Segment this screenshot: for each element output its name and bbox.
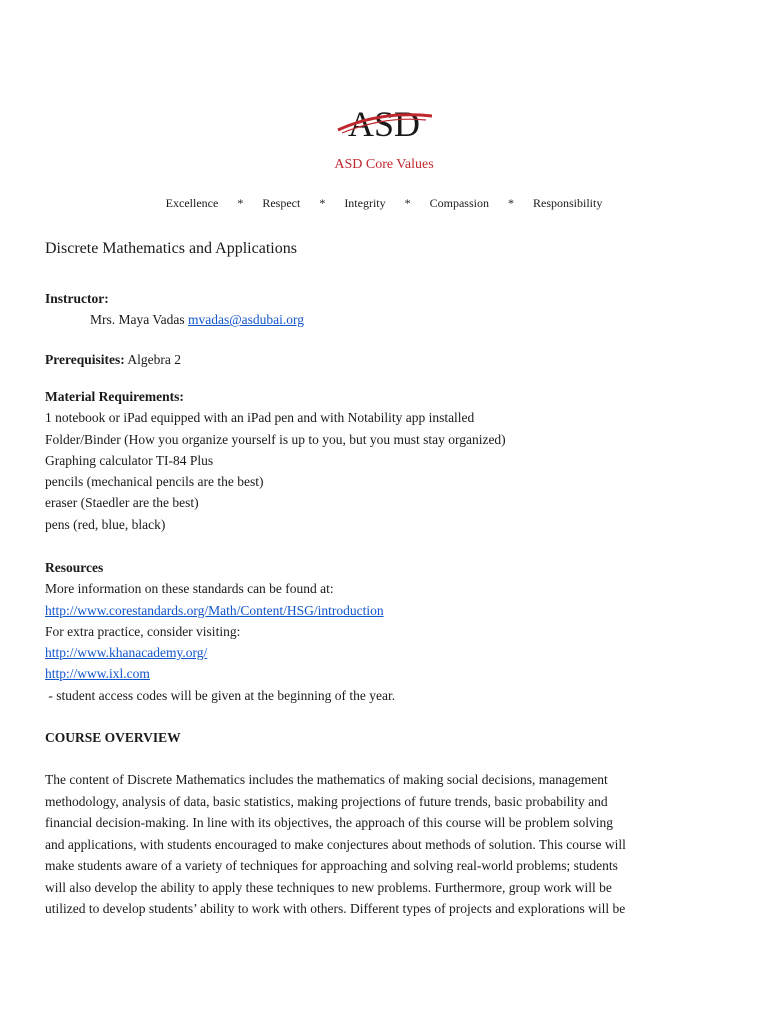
access-codes-note: - student access codes will be given at the beginning of the year.	[45, 687, 396, 703]
instructor-name: Mrs. Maya Vadas	[90, 312, 185, 328]
core-value-excellence: Excellence	[165, 196, 219, 210]
instructor-label: Instructor:	[45, 291, 109, 306]
instructor-line	[45, 309, 304, 330]
overview-line: methodology, analysis of data, basic statistics, making projections of future trends, basic probability and	[45, 793, 608, 809]
materials-section	[45, 386, 506, 535]
prerequisites-label: Prerequisites:	[45, 352, 125, 367]
material-item: Folder/Binder (How you organize yourself is up to you, but you must stay organized)	[45, 431, 506, 447]
material-item: 1 notebook or iPad equipped with an iPad pen and with Notability app installed	[45, 410, 475, 426]
overview-line: The content of Discrete Mathematics includes the mathematics of making social decisions, management	[45, 772, 608, 787]
resources-label: Resources	[45, 560, 104, 575]
prerequisites-section	[45, 349, 181, 370]
core-value-compassion: Compassion	[429, 196, 489, 210]
core-values-list	[0, 196, 768, 211]
asd-logo	[334, 100, 434, 148]
instructor-email-link[interactable]: mvadas@asdubai.org	[188, 312, 305, 328]
material-item: pens (red, blue, black)	[45, 516, 166, 532]
material-item: pencils (mechanical pencils are the best)	[45, 474, 264, 490]
overview-line: and applications, with students encouraged to make conjectures about methods of solution. This course will	[45, 836, 626, 852]
materials-label: Material Requirements:	[45, 389, 184, 404]
resources-line-2: For extra practice, consider visiting:	[45, 623, 241, 639]
ixl-link[interactable]: http://www.ixl.com	[45, 666, 150, 682]
asd-logo-text: ASD	[347, 104, 421, 144]
material-item: eraser (Staedler are the best)	[45, 495, 199, 511]
core-values-title: ASD Core Values	[334, 157, 434, 172]
separator: *	[507, 196, 514, 210]
separator: *	[404, 196, 411, 210]
core-value-responsibility: Responsibility	[532, 196, 603, 210]
overview-line: make students aware of a variety of techniques for approaching and solving real-world problems; students	[45, 858, 618, 873]
overview-line: financial decision-making. In line with its objectives, the approach of this course will be problem solving	[45, 815, 613, 830]
course-overview-paragraph	[45, 769, 685, 920]
resources-line-1: More information on these standards can be found at:	[45, 581, 334, 597]
overview-line: will also develop the ability to apply these techniques to new problems. Furthermore, group work will be	[45, 879, 612, 895]
corestandards-link[interactable]: http://www.corestandards.org/Math/Content/HSG/introduction	[45, 602, 384, 618]
separator: *	[237, 196, 244, 210]
prerequisites-value: Algebra 2	[127, 352, 181, 367]
instructor-section	[45, 288, 304, 331]
core-value-integrity: Integrity	[344, 196, 386, 210]
core-value-respect: Respect	[262, 196, 301, 210]
overview-line: utilized to develop students’ ability to work with others. Different types of projects and explorations will be	[45, 901, 626, 916]
course-overview-heading: COURSE OVERVIEW	[45, 730, 181, 745]
separator: *	[319, 196, 326, 210]
asd-logo-graphic	[334, 100, 434, 148]
course-title: Discrete Mathematics and Applications	[45, 240, 297, 257]
material-item: Graphing calculator TI-84 Plus	[45, 452, 214, 468]
resources-section	[45, 557, 395, 706]
khanacademy-link[interactable]: http://www.khanacademy.org/	[45, 645, 208, 661]
